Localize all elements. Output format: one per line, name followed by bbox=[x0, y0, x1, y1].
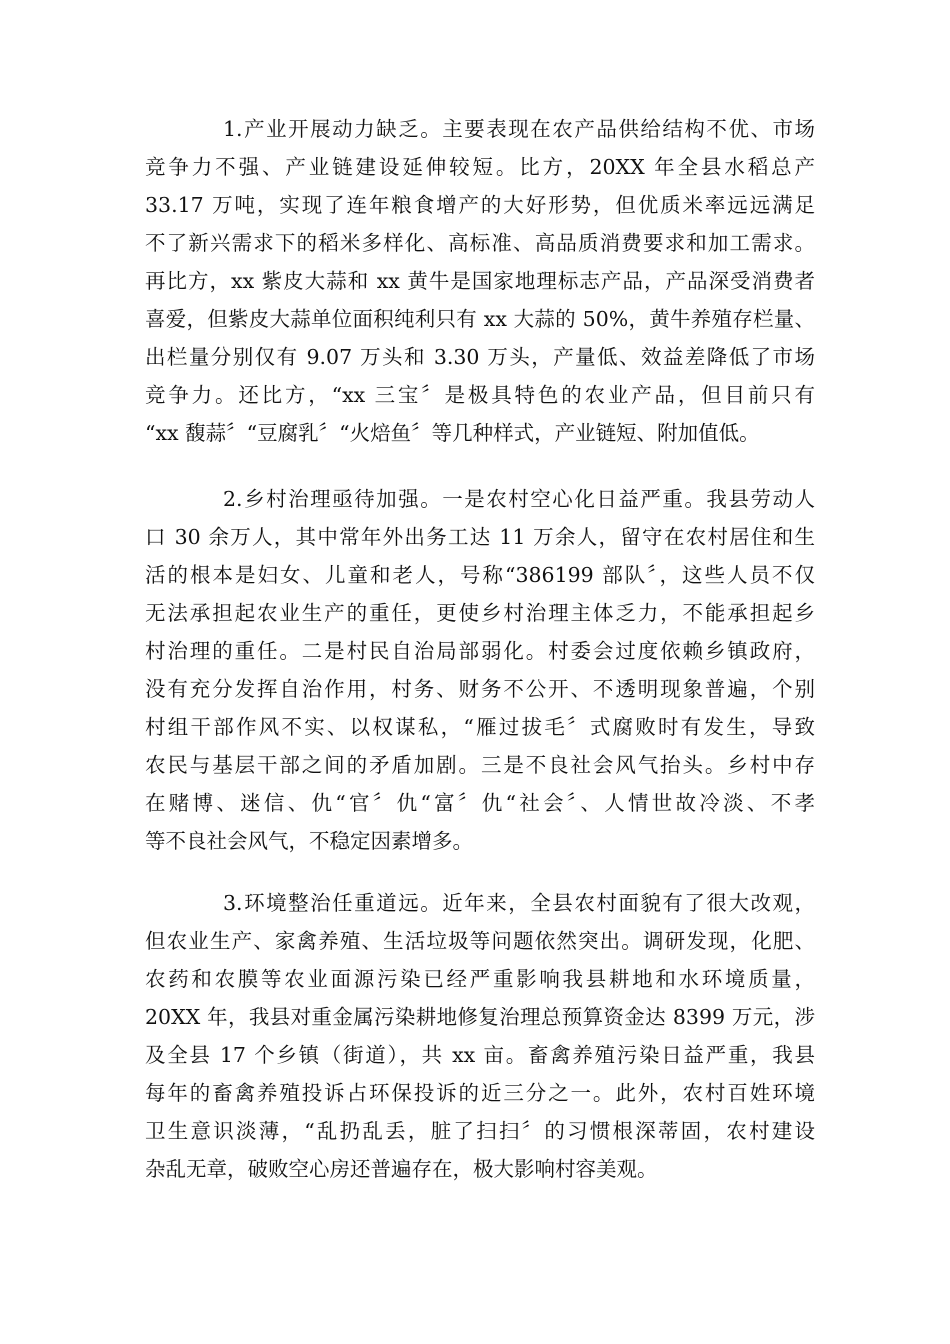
paragraph-line: 20XX 年，我县对重金属污染耕地修复治理总预算资金达 8399 万元，涉 bbox=[145, 1005, 815, 1029]
paragraph-line: 每年的畜禽养殖投诉占环保投诉的近三分之一。此外，农村百姓环境 bbox=[145, 1081, 815, 1105]
paragraph-line: 村组干部作风不实、以权谋私，“雁过拔毛〞式腐败时有发生，导致 bbox=[145, 715, 815, 739]
paragraph-line: 口 30 余万人，其中常年外出务工达 11 万余人，留守在农村居住和生 bbox=[145, 525, 815, 549]
paragraph-line: 没有充分发挥自治作用，村务、财务不公开、不透明现象普遍，个别 bbox=[145, 677, 815, 701]
paragraph-line: 活的根本是妇女、儿童和老人，号称“386199 部队〞，这些人员不仅 bbox=[145, 563, 815, 587]
paragraph-line: 再比方，xx 紫皮大蒜和 xx 黄牛是国家地理标志产品，产品深受消费者 bbox=[145, 269, 815, 293]
paragraph-line: 竞争力不强、产业链建设延伸较短。比方，20XX 年全县水稻总产 bbox=[145, 155, 815, 179]
paragraph-line: 但农业生产、家禽养殖、生活垃圾等问题依然突出。调研发现，化肥、 bbox=[145, 929, 815, 953]
paragraph-line: 不了新兴需求下的稻米多样化、高标准、高品质消费要求和加工需求。 bbox=[145, 231, 815, 255]
paragraph-rural-governance bbox=[145, 480, 815, 860]
paragraph-line: 及全县 17 个乡镇（街道），共 xx 亩。畜禽养殖污染日益严重，我县 bbox=[145, 1043, 815, 1067]
paragraph-line: 卫生意识淡薄，“乱扔乱丢，脏了扫扫〞的习惯根深蒂固，农村建设 bbox=[145, 1119, 815, 1143]
paragraph-line: 农药和农膜等农业面源污染已经严重影响我县耕地和水环境质量， bbox=[145, 967, 815, 991]
paragraph-line: 在赌博、迷信、仇“官〞仇“富〞仇“社会〞、人情世故冷淡、不孝 bbox=[145, 791, 815, 815]
paragraph-line: 杂乱无章，破败空心房还普遍存在，极大影响村容美观。 bbox=[145, 1157, 658, 1181]
paragraph-line: 3.环境整治任重道远。近年来，全县农村面貌有了很大改观， bbox=[223, 891, 815, 915]
paragraph-line: 喜爱，但紫皮大蒜单位面积纯利只有 xx 大蒜的 50%，黄牛养殖存栏量、 bbox=[145, 307, 815, 331]
paragraph-environment-remediation bbox=[145, 884, 815, 1188]
paragraph-line: 等不良社会风气，不稳定因素增多。 bbox=[145, 829, 473, 853]
paragraph-line: 农民与基层干部之间的矛盾加剧。三是不良社会风气抬头。乡村中存 bbox=[145, 753, 815, 777]
paragraph-industry-development bbox=[145, 110, 815, 452]
paragraph-line: “xx 馥蒜〞“豆腐乳〞“火焙鱼〞等几种样式，产业链短、附加值低。 bbox=[145, 421, 760, 445]
paragraph-line: 竞争力。还比方，“xx 三宝〞是极具特色的农业产品，但目前只有 bbox=[145, 383, 815, 407]
paragraph-line: 33.17 万吨，实现了连年粮食增产的大好形势，但优质米率远远满足 bbox=[145, 193, 815, 217]
paragraph-line: 出栏量分别仅有 9.07 万头和 3.30 万头，产量低、效益差降低了市场 bbox=[145, 345, 815, 369]
paragraph-line: 2.乡村治理亟待加强。一是农村空心化日益严重。我县劳动人 bbox=[223, 487, 815, 511]
paragraph-line: 村治理的重任。二是村民自治局部弱化。村委会过度依赖乡镇政府， bbox=[145, 639, 815, 663]
paragraph-line: 1.产业开展动力缺乏。主要表现在农产品供给结构不优、市场 bbox=[223, 117, 815, 141]
paragraph-line: 无法承担起农业生产的重任，更使乡村治理主体乏力，不能承担起乡 bbox=[145, 601, 815, 625]
